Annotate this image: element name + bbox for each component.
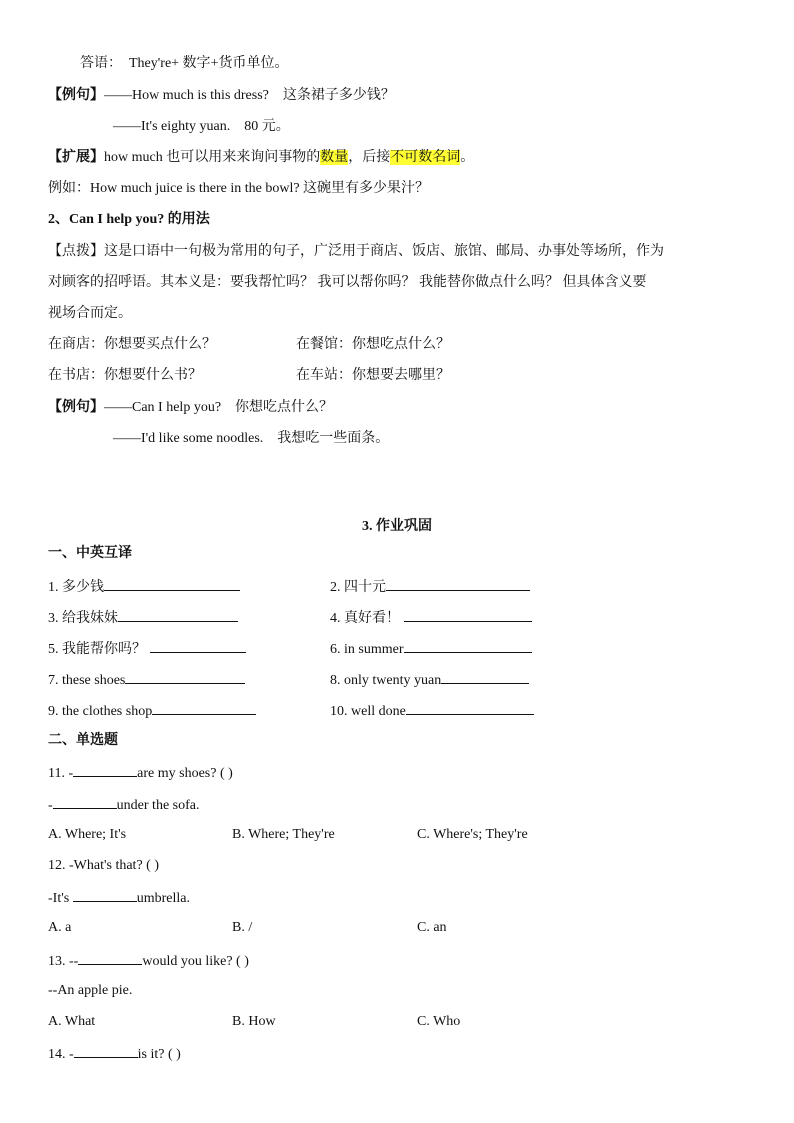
context-shop: 在商店：你想要买点什么？ bbox=[48, 337, 216, 352]
section2-heading: 2、Can I help you? 的用法 bbox=[48, 212, 210, 227]
answer-line: 答语： They're+ 数字+货币单位。 bbox=[80, 56, 289, 71]
highlight-quantity: 数量 bbox=[320, 150, 349, 165]
answer-blank[interactable] bbox=[404, 607, 532, 622]
option-c[interactable]: C. an bbox=[417, 920, 447, 935]
answer-blank[interactable] bbox=[404, 638, 532, 653]
context-bookstore: 在书店：你想要什么书？ bbox=[48, 368, 202, 383]
part2-heading: 二、单选题 bbox=[48, 733, 118, 748]
question-12-reply: -It's umbrella. bbox=[48, 887, 190, 909]
answer-blank[interactable] bbox=[78, 950, 142, 965]
tip-line-2: 对顾客的招呼语。其本义是：要我帮忙吗？ 我可以帮你吗？ 我能替你做点什么吗？ 但具体含义要 bbox=[48, 275, 647, 290]
tip-line-3: 视场合而定。 bbox=[48, 306, 132, 321]
question-11: 11. - are my shoes? ( ) bbox=[48, 762, 233, 784]
extend-line bbox=[48, 148, 474, 168]
highlight-uncountable: 不可数名词 bbox=[390, 150, 461, 165]
answer-blank[interactable] bbox=[406, 700, 534, 715]
section3-title: 3. 作业巩固 bbox=[362, 519, 432, 534]
extend-text-3: 。 bbox=[460, 150, 475, 165]
option-b[interactable]: B. / bbox=[232, 920, 253, 935]
tip-line-1: 【点拨】这是口语中一句极为常用的句子，广泛用于商店、饭店、旅馆、邮局、办事处等场所，作为 bbox=[48, 244, 664, 259]
option-b[interactable]: B. How bbox=[232, 1014, 276, 1029]
example1-question bbox=[48, 86, 395, 106]
answer-blank[interactable] bbox=[53, 794, 117, 809]
option-a[interactable]: A. a bbox=[48, 920, 72, 935]
question-14: 14. - is it? ( ) bbox=[48, 1043, 181, 1065]
answer-blank[interactable] bbox=[125, 669, 245, 684]
context-restaurant: 在餐馆：你想吃点什么？ bbox=[296, 337, 450, 352]
example-line: 例如：How much juice is there in the bowl? 这碗里有多少果汁？ bbox=[48, 181, 430, 196]
translate-item: 6. in summer bbox=[330, 638, 532, 660]
answer-blank[interactable] bbox=[74, 1043, 138, 1058]
example2-question bbox=[48, 398, 333, 418]
translate-item: 7. these shoes bbox=[48, 669, 245, 691]
answer-blank[interactable] bbox=[104, 576, 240, 591]
option-a[interactable]: A. Where; It's bbox=[48, 827, 127, 842]
part1-heading: 一、中英互译 bbox=[48, 546, 132, 561]
example2-label: 【例句】 bbox=[48, 400, 104, 415]
extend-text-1: how much 也可以用来来询问事物的 bbox=[104, 150, 321, 165]
answer-blank[interactable] bbox=[152, 700, 256, 715]
example2-answer: ——I'd like some noodles. 我想吃一些面条。 bbox=[113, 431, 390, 446]
question-13-reply: --An apple pie. bbox=[48, 983, 133, 998]
answer-blank[interactable] bbox=[441, 669, 529, 684]
question-12: 12. -What's that? ( ) bbox=[48, 858, 159, 873]
translate-item: 8. only twenty yuan bbox=[330, 669, 529, 691]
extend-text-2: ，后接 bbox=[348, 150, 391, 165]
example2-q-text: ——Can I help you? 你想吃点什么？ bbox=[104, 400, 334, 415]
translate-item: 2. 四十元 bbox=[330, 576, 530, 598]
translate-item: 3. 给我妹妹 bbox=[48, 607, 238, 629]
context-station: 在车站：你想要去哪里？ bbox=[296, 368, 450, 383]
example1-answer: ——It's eighty yuan. 80 元。 bbox=[113, 119, 290, 134]
translate-item: 4. 真好看！ bbox=[330, 607, 532, 629]
answer-blank[interactable] bbox=[73, 887, 137, 902]
option-c[interactable]: C. Who bbox=[417, 1014, 461, 1029]
option-a[interactable]: A. What bbox=[48, 1014, 96, 1029]
answer-blank[interactable] bbox=[150, 638, 246, 653]
option-c[interactable]: C. Where's; They're bbox=[417, 827, 528, 842]
answer-blank[interactable] bbox=[118, 607, 238, 622]
example-label: 【例句】 bbox=[48, 88, 104, 103]
translate-item: 10. well done bbox=[330, 700, 534, 722]
option-b[interactable]: B. Where; They're bbox=[232, 827, 335, 842]
translate-item: 1. 多少钱 bbox=[48, 576, 240, 598]
extend-label: 【扩展】 bbox=[48, 150, 104, 165]
answer-blank[interactable] bbox=[386, 576, 530, 591]
example1-q-text: ——How much is this dress? 这条裙子多少钱？ bbox=[104, 88, 395, 103]
question-13: 13. -- would you like? ( ) bbox=[48, 950, 249, 972]
answer-blank[interactable] bbox=[73, 762, 137, 777]
translate-item: 9. the clothes shop bbox=[48, 700, 256, 722]
question-11-reply: - under the sofa. bbox=[48, 794, 199, 816]
translate-item: 5. 我能帮你吗？ bbox=[48, 638, 246, 660]
